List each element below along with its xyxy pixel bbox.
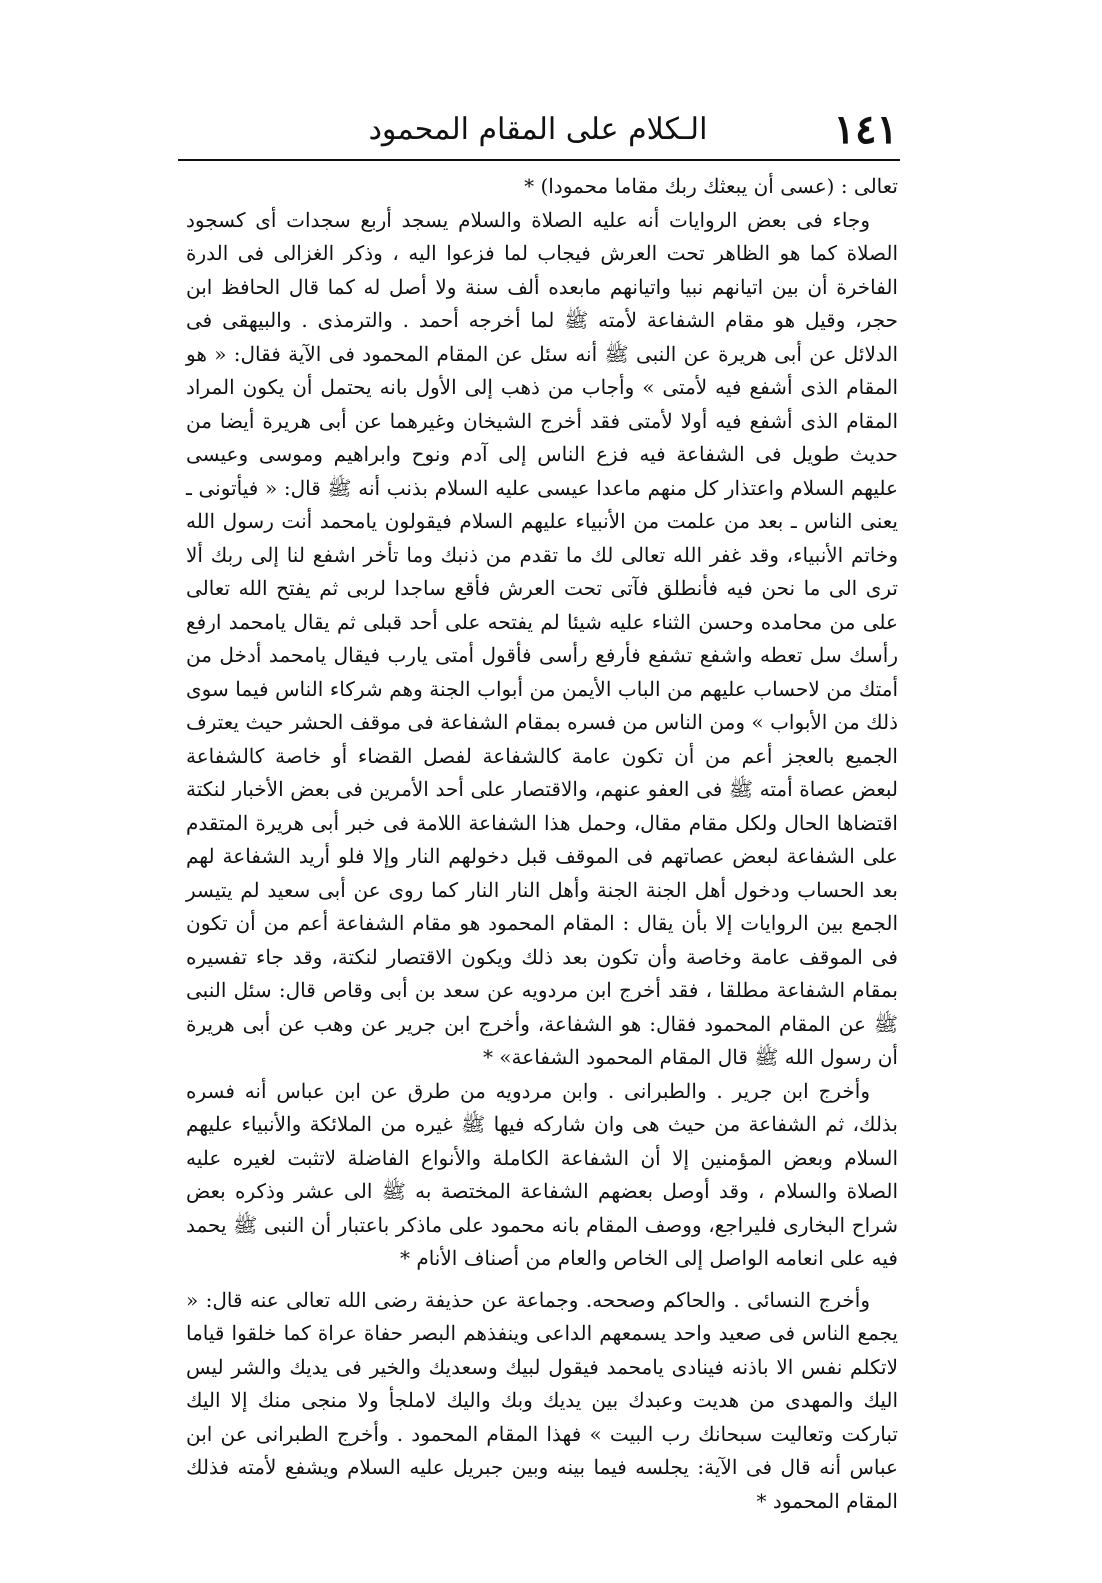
page-body xyxy=(186,170,898,1518)
paragraph: وأخرج ابن جرير . والطبرانى . وابن مردويه من طرق عن ابن عباس أنه فسره بذلك، ثم الشفاعة من حيث هى وان شاركه فيها ﷺ غيره من الملائكة والأنبياء عليهم السلام وبعض المؤمنين إلا أن الشفاعة الكاملة والأنواع الفاضلة لاتثبت لغيره عليه الصلاة والسلام ، وقد أوصل بعضهم الشفاعة المختصة به ﷺ الى عشر وذكره بعض شراح البخارى فليراجع، ووصف المقام بانه محمود على ماذكر باعتبار أن النبى ﷺ يحمد فيه على انعامه الواصل إلى الخاص والعام من أصناف الأنام * xyxy=(186,1078,899,1270)
header-rule xyxy=(178,159,900,161)
paragraph: وأخرج النسائى . والحاكم وصححه. وجماعة عن حذيفة رضى الله تعالى عنه قال: « يجمع الناس فى صعيد واحد يسمعهم الداعى وينفذهم البصر حفاة عراة كما خلقوا قياما لاتكلم نفس الا باذنه فينادى يامحمد فيقول لبيك وسعديك والخير فى يديك والشر ليس اليك والمهدى من هديت وعبدك بين يديك وبك واليك لاملجأ ولا منجى منك إلا اليك تباركت وتعاليت سبحانك رب البيت » فهذا المقام المحمود . وأخرج الطبرانى عن ابن عباس أنه قال فى الآية: يجلسه فيما بينه وبين جبريل عليه السلام ويشفع لأمته فذلك المقام المحمود * xyxy=(186,1287,898,1513)
running-title: الـكلام على المقام المحمود xyxy=(368,112,708,147)
paragraph: وجاء فى بعض الروايات أنه عليه الصلاة والسلام يسجد أربع سجدات أى كسجود الصلاة كما هو الظاهر تحت العرش فيجاب لما فزعوا اليه ، وذكر الغزالى فى الدرة الفاخرة أن بين اتيانهم نبيا واتيانهم مابعده ألف سنة ولا أصل له كما قال الحافظ ابن حجر، وقيل هو مقام الشفاعة لأمته ﷺ لما أخرجه أحمد . والترمذى . والبيهقى فى الدلائل عن أبى هريرة عن النبى ﷺ أنه سئل عن المقام المحمود فى الآية فقال: « هو المقام الذى أشفع فيه لأمتى » وأجاب من ذهب إلى الأول بانه يحتمل أن يكون المراد المقام الذى أشفع فيه أولا لأمتى فقد أخرج الشيخان وغيرهما عن أبى هريرة أيضا من حديث طويل فى الشفاعة فيه فزع الناس إلى آدم ونوح وابراهيم وموسى وعيسى عليهم السلام واعتذار كل منهم ماعدا عيسى عليه السلام بذنب أنه ﷺ قال: « فيأتونى ـ يعنى الناس ـ بعد من علمت من الأنبياء عليهم السلام فيقولون يامحمد أنت رسول الله وخاتم الأنبياء، وقد غفر الله تعالى لك ما تقدم من ذنبك وما تأخر اشفع لنا إلى ربك ألا ترى الى ما نحن فيه فأنطلق فآتى تحت العرش فأقع ساجدا لربى ثم يفتح الله تعالى على من محامده وحسن الثناء عليه شيئا لم يفتحه على أحد قبلى ثم يقال يامحمد ارفع رأسك سل تعطه واشفع تشفع فأرفع رأسى فأقول أمتى يارب فيقال يامحمد أدخل من أمتك من لاحساب عليهم من الباب الأيمن من أبواب الجنة وهم شركاء الناس فيما سوى ذلك من الأبواب » ومن الناس من فسره بمقام الشفاعة فى موقف الحشر حيث يعترف الجميع بالعجز أعم من أن تكون عامة كالشفاعة لفصل القضاء أو خاصة كالشفاعة لبعض عصاة أمته ﷺ فى العفو عنهم، والاقتصار على أحد الأمرين فى بعض الأخبار لنكتة اقتضاها الحال ولكل مقام مقال، وحمل هذا الشفاعة اللامة فى خبر أبى هريرة المتقدم على الشفاعة لبعض عصاتهم فى الموقف قبل دخولهم النار وإلا فلو أريد الشفاعة لهم بعد الحساب ودخول أهل الجنة الجنة وأهل النار النار كما روى عن أبى سعيد لم يتيسر الجمع بين الروايات إلا بأن يقال : المقام المحمود هو مقام الشفاعة أعم من أن تكون فى الموقف عامة وخاصة وأن تكون بعد ذلك ويكون الاقتصار لنكتة، وقد جاء تفسيره بمقام الشفاعة مطلقا ، فقد أخرج ابن مردويه عن سعد بن أبى وقاص قال: سئل النبى ﷺ عن المقام المحمود فقال: هو الشفاعة، وأخرج ابن جرير عن وهب عن أبى هريرة أن رسول الله ﷺ قال المقام المحمود الشفاعة» * xyxy=(186,207,898,1069)
page-header xyxy=(178,100,898,156)
paragraph-verse: تعالى : (عسى أن يبعثك ربك مقاما محمودا) * xyxy=(524,174,898,198)
page-number: ١٤١ xyxy=(833,106,898,153)
